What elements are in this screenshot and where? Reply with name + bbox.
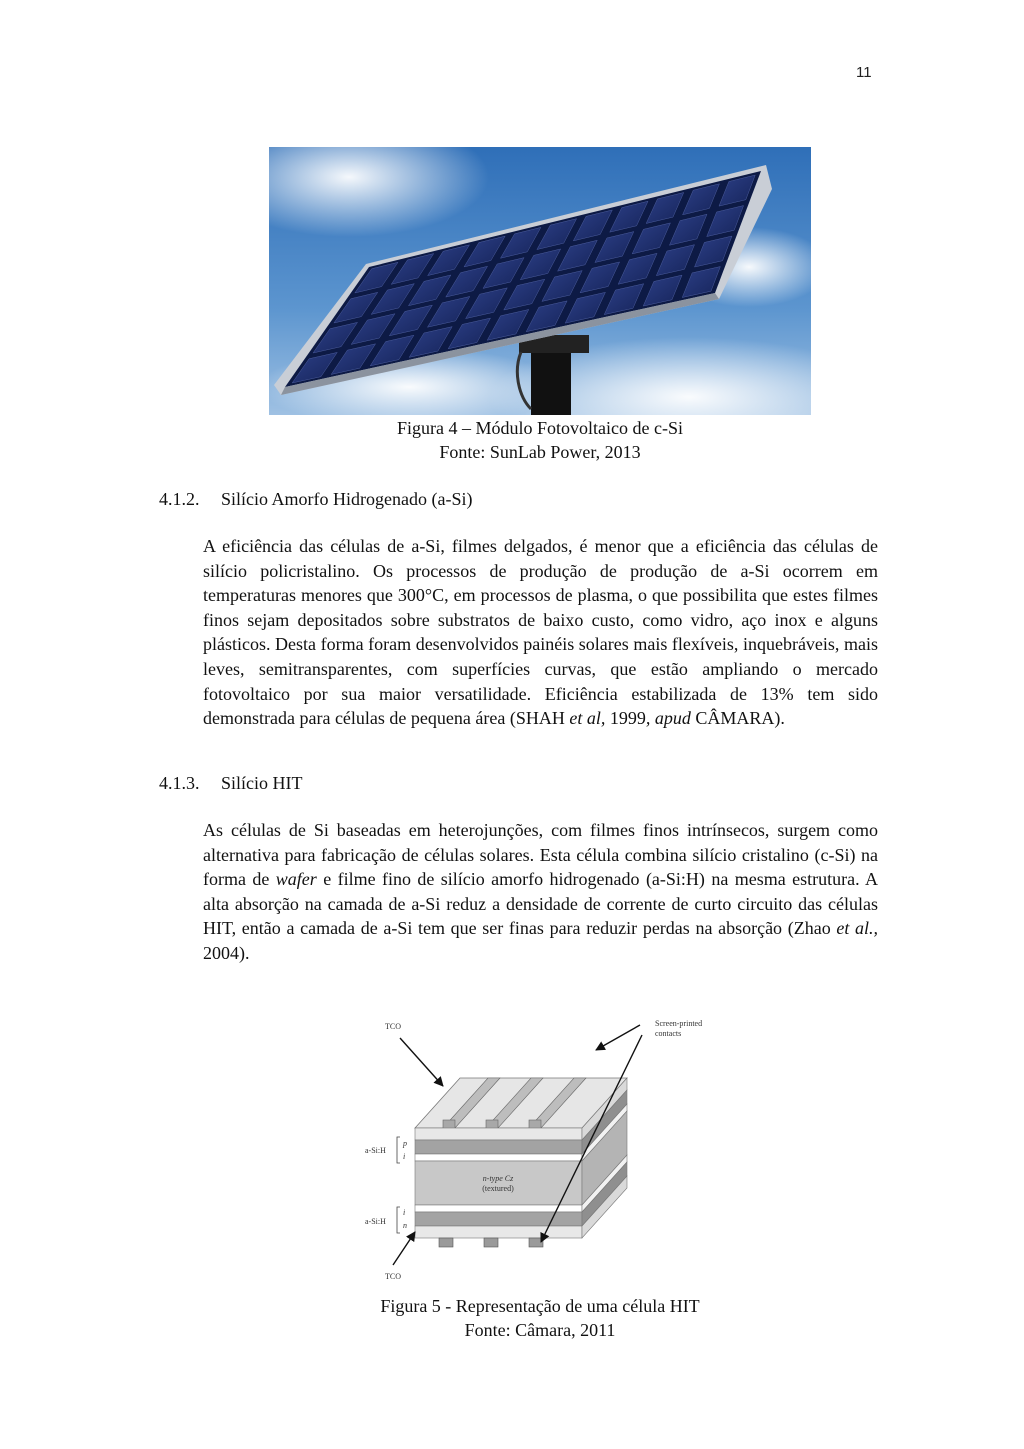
- label-i-bottom: i: [403, 1208, 406, 1217]
- section-title: Silício HIT: [221, 773, 303, 793]
- paragraph-text: As células de Si baseadas em heterojunções, com filmes finos intrínsecos, surgem como alternativa para fabricação de células solares. Esta célula combina silício cristalino (c-Si) na forma de: [203, 820, 878, 890]
- label-p: p: [403, 1139, 407, 1148]
- layer-tco-bottom: [415, 1226, 582, 1238]
- label-contacts-line1: Screen-printed: [655, 1019, 703, 1028]
- bottom-contact: [484, 1238, 498, 1247]
- arrow-tco-top: [400, 1038, 443, 1086]
- bottom-contact: [529, 1238, 543, 1247]
- paragraph-hit: [203, 818, 878, 966]
- section-number: 4.1.2.: [159, 489, 200, 509]
- paragraph-italic: et al.,: [836, 918, 879, 939]
- label-core-line2: (textured): [482, 1184, 514, 1193]
- paragraph-italic: wafer: [275, 869, 317, 890]
- bottom-contacts: [439, 1238, 543, 1247]
- figure-5-source: Fonte: Câmara, 2011: [464, 1320, 616, 1340]
- figure-4-caption: Figura 4 – Módulo Fotovoltaico de c-Si: [397, 418, 683, 438]
- paragraph-text: e filme fino de silício amorfo hidrogenado (a-Si:H) na mesma estrutura. A alta absorção na camada de a-Si reduz a densidade de corrente de curto circuito das células HIT, então a camada de a-Si tem que ser finas para reduzir perdas na absorção (Zhao: [203, 869, 878, 939]
- paragraph-text: 1999: [605, 708, 646, 729]
- paragraph-text: CÂMARA).: [690, 708, 785, 729]
- label-tco-top: TCO: [385, 1022, 401, 1031]
- figure-4-source: Fonte: SunLab Power, 2013: [439, 442, 641, 462]
- page-number: 11: [856, 64, 872, 81]
- label-contacts-line2: contacts: [655, 1029, 682, 1038]
- layer-i-top: [415, 1154, 582, 1161]
- layer-n: [415, 1212, 582, 1226]
- arrow-contacts-top: [596, 1025, 640, 1050]
- paragraph-text: A eficiência das células de a-Si, filmes delgados, é menor que a eficiência das células de silício policristalino. Os processos de produção de produção de a-Si ocorrem em temperaturas menores que 300°C, em processos de plasma, o que possibilita que estes filmes finos sejam depositados sobre substratos de baixo custo, como vidro, aço inox e alguns plásticos. Desta forma foram desenvolvidos painéis solares mais flexíveis, inquebráveis, mais leves, semitransparentes, com superfícies curvas, que estão ampliando o mercado fotovoltaico por sua maior versatilidade. Eficiência estabilizada de 13% tem sido demonstrada para células de pequena área (SHAH: [203, 536, 878, 729]
- paragraph-italic: , apud: [645, 708, 691, 729]
- section-number: 4.1.3.: [159, 773, 200, 793]
- layer-tco-top: [415, 1128, 582, 1140]
- bracket-top: [397, 1137, 400, 1163]
- cell-front-layers: [415, 1128, 582, 1238]
- paragraph-a-si: [203, 534, 878, 731]
- label-n: n: [403, 1221, 407, 1230]
- section-title: Silício Amorfo Hidrogenado (a-Si): [221, 489, 473, 509]
- top-contact-front: [443, 1120, 455, 1129]
- layer-p: [415, 1140, 582, 1154]
- arrow-tco-bottom: [393, 1232, 415, 1265]
- solar-panel-figure: [269, 147, 811, 415]
- layer-core: [415, 1161, 582, 1205]
- paragraph-text: 2004).: [203, 942, 250, 963]
- top-contact-front: [486, 1120, 498, 1129]
- section-heading-4-1-3: [159, 771, 303, 795]
- label-asih-top: a-Si:H: [365, 1146, 386, 1155]
- panel-mount-post: [531, 345, 571, 415]
- label-i-top: i: [403, 1152, 406, 1161]
- section-heading-4-1-2: [159, 487, 472, 511]
- paragraph-italic: et al,: [569, 708, 606, 729]
- bracket-bottom: [397, 1207, 400, 1233]
- hit-cell-diagram: [355, 1013, 731, 1288]
- label-asih-bottom: a-Si:H: [365, 1217, 386, 1226]
- top-contact-front: [529, 1120, 541, 1129]
- figure-5-caption: Figura 5 - Representação de uma célula HIT: [380, 1296, 700, 1316]
- bottom-contact: [439, 1238, 453, 1247]
- label-tco-bottom: TCO: [385, 1272, 401, 1281]
- label-core-line1: n-type Cz: [482, 1174, 514, 1183]
